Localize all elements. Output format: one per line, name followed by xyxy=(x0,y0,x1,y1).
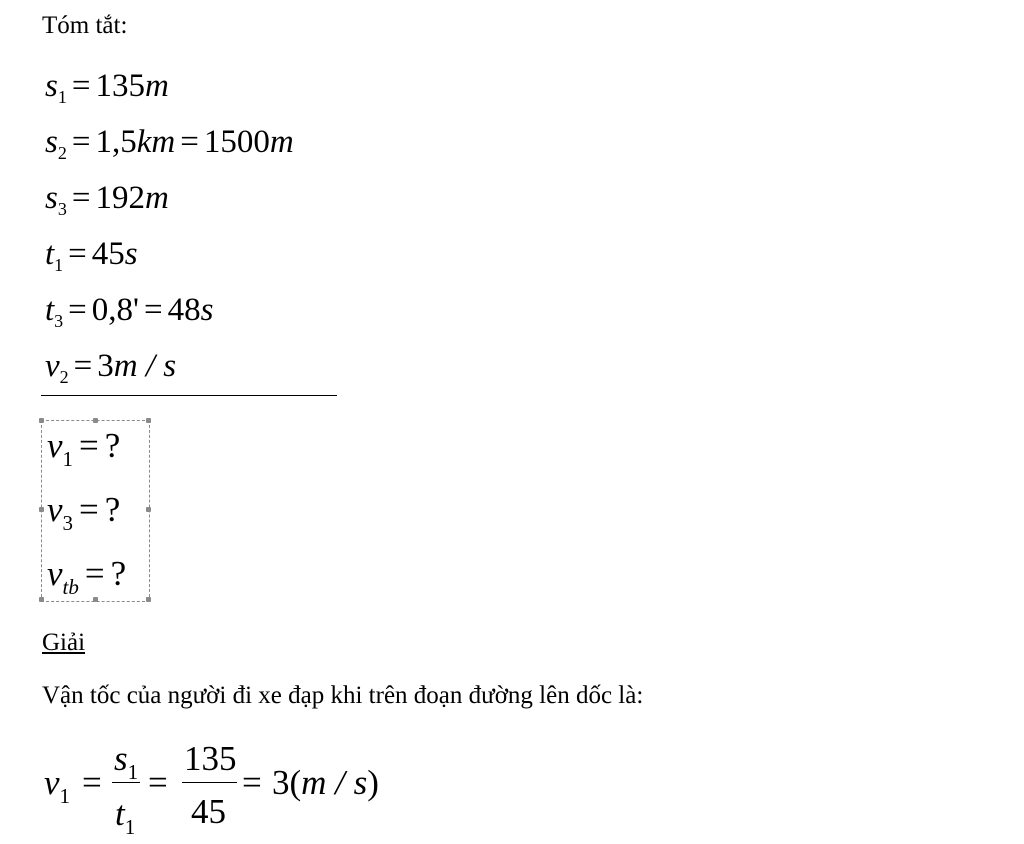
resize-handle-bottom-left[interactable] xyxy=(39,597,44,602)
formula-result: 3(m / s) xyxy=(272,763,379,802)
fraction2-bar xyxy=(182,782,237,783)
solution-heading: Giải xyxy=(42,629,86,656)
fraction2-denominator: 45 xyxy=(191,792,226,831)
resize-handle-right[interactable] xyxy=(146,507,151,512)
resize-handle-bottom-right[interactable] xyxy=(146,597,151,602)
solution-step1-text: Vận tốc của người đi xe đạp khi trên đoạn đường lên dốc là: xyxy=(42,682,644,709)
given-s1: $s_1 = 135m$ xyxy=(45,68,169,107)
resize-handle-top-left[interactable] xyxy=(39,418,44,423)
given-t3: $t_3 = 0,8' = 48s$ xyxy=(45,292,214,331)
formula-equals-3: = xyxy=(242,763,262,802)
summary-divider xyxy=(41,395,337,396)
unknown-vtb: $v_{tb}$ = ? xyxy=(47,554,127,599)
given-v2: $v_2 = 3m / s$ xyxy=(45,348,177,387)
resize-handle-top-right[interactable] xyxy=(146,418,151,423)
fraction2-numerator: 135 xyxy=(184,739,237,778)
summary-heading: Tóm tắt: xyxy=(42,12,128,39)
formula-lhs: $v_1$ xyxy=(44,763,71,808)
resize-handle-top[interactable] xyxy=(93,418,98,423)
given-t1: $t_1 = 45s$ xyxy=(45,236,138,275)
fraction1-numerator: $s_1$ xyxy=(114,739,139,784)
given-s2: $s_2 = 1,5km = 1500m$ xyxy=(45,124,294,163)
fraction1-denominator: $t_1$ xyxy=(115,794,136,839)
unknown-v3: $v_3$ = ? xyxy=(47,490,121,535)
resize-handle-bottom[interactable] xyxy=(93,597,98,602)
fraction1-bar xyxy=(112,782,140,783)
formula-equals-2: = xyxy=(148,763,168,802)
resize-handle-left[interactable] xyxy=(39,507,44,512)
unknown-v1: $v_1$ = ? xyxy=(47,426,121,471)
formula-equals-1: = xyxy=(82,763,102,802)
given-s3: $s_3 = 192m$ xyxy=(45,180,169,219)
